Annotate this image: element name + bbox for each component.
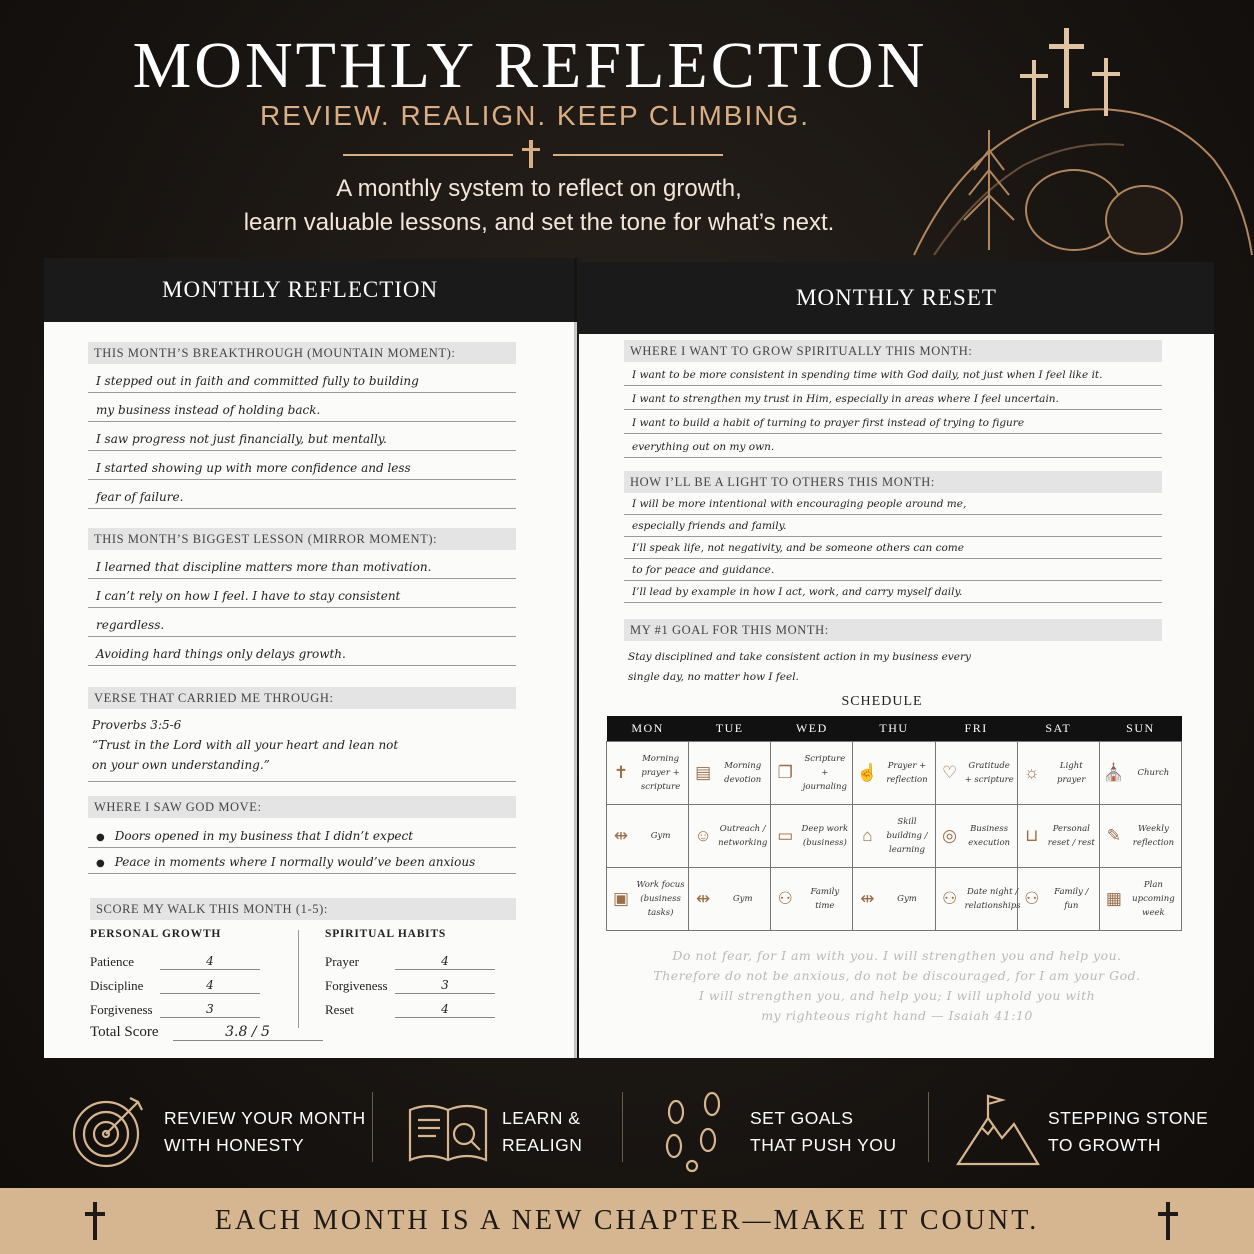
personal-growth-column (90, 928, 260, 1018)
breakthrough-section (88, 342, 516, 509)
schedule-table (606, 716, 1182, 931)
score-row (325, 946, 495, 970)
briefcase-icon: ▣ (612, 888, 630, 908)
day-header: WED (771, 716, 853, 741)
grow-line[interactable]: I want to build a habit of turning to prayer first instead of trying to figure (624, 410, 1162, 434)
cross-icon (529, 140, 533, 168)
cross-icon (93, 1202, 97, 1240)
score-name: Prayer (325, 954, 359, 969)
feature-line: SET GOALS (750, 1108, 854, 1128)
armchair-icon: ⊔ (1025, 825, 1039, 845)
dumbbell-icon: ⇹ (613, 825, 629, 845)
score-name: Patience (90, 954, 135, 969)
schedule-activity: Gym (897, 893, 917, 904)
spiritual-habits-heading: SPIRITUAL HABITS (325, 928, 447, 940)
target-icon: ◎ (942, 825, 957, 845)
schedule-activity: Gym (732, 893, 753, 904)
schedule-cell[interactable] (935, 804, 1017, 867)
heart-icon: ♡ (941, 762, 958, 782)
sun-icon: ☼ (1023, 762, 1040, 782)
schedule-activity: Plan upcoming week (1132, 879, 1175, 918)
feature-line: REALIGN (502, 1135, 583, 1155)
mountain-flag-icon (954, 1088, 1042, 1176)
lesson-section (88, 528, 516, 666)
verse-line: my righteous right hand — Isaiah 41:10 (761, 1008, 1033, 1023)
target-icon (66, 1088, 154, 1176)
score-value[interactable]: 4 (395, 1002, 495, 1018)
schedule-activity: Morning prayer + scripture (640, 753, 681, 792)
feature-learn (404, 1084, 582, 1180)
schedule-activity: Gratitude + scripture (964, 760, 1014, 785)
verse-text[interactable] (88, 709, 516, 782)
score-section (90, 898, 516, 1040)
personal-growth-heading: PERSONAL GROWTH (90, 928, 222, 940)
score-value[interactable]: 3 (160, 1002, 260, 1018)
footer-text: EACH MONTH IS A NEW CHAPTER—MAKE IT COUNT. (214, 1205, 1040, 1236)
schedule-cell[interactable] (1099, 804, 1181, 867)
praying-hands-icon: ☝ (856, 762, 878, 782)
right-page-title: MONTHLY RESET (579, 262, 1214, 334)
schedule-activity: Weekly reflection (1132, 823, 1175, 848)
schedule-activity: Personal reset / rest (1047, 823, 1095, 848)
verse-line: on your own understanding.” (92, 758, 270, 772)
god-move-label: WHERE I SAW GOD MOVE: (88, 796, 516, 818)
open-book-icon: ❐ (777, 762, 793, 782)
schedule-cell[interactable] (1099, 867, 1181, 930)
goal-line: Stay disciplined and take consistent action in my business every (628, 651, 971, 663)
lesson-line[interactable]: regardless. (88, 608, 516, 637)
book-magnifier-icon (404, 1088, 492, 1176)
lesson-line[interactable]: I can’t rely on how I feel. I have to stay consistent (88, 579, 516, 608)
schedule-cell[interactable] (1017, 804, 1099, 867)
schedule-cell[interactable] (607, 867, 689, 930)
goal-label: MY #1 GOAL FOR THIS MONTH: (624, 619, 1162, 641)
schedule-activity: Deep work (business) (801, 823, 849, 848)
goal-text[interactable] (624, 641, 1162, 693)
calendar-icon: ▦ (1105, 888, 1122, 908)
light-line[interactable]: especially friends and family. (624, 515, 1162, 537)
schedule-activity: Family time (810, 886, 840, 911)
schedule-cell[interactable] (771, 804, 853, 867)
grow-line[interactable]: everything out on my own. (624, 434, 1162, 458)
schedule-cell[interactable] (853, 804, 935, 867)
feature-growth (954, 1084, 1208, 1180)
schedule-activity: Scripture + journaling (802, 753, 847, 792)
breakthrough-line[interactable]: I saw progress not just financially, but mentally. (88, 422, 516, 451)
day-header: THU (853, 716, 935, 741)
breakthrough-line[interactable]: I started showing up with more confidence and less (88, 451, 516, 480)
schedule-cell[interactable] (771, 741, 853, 804)
cross-icon (1166, 1202, 1170, 1240)
schedule-cell[interactable] (935, 741, 1017, 804)
score-row (90, 946, 260, 970)
score-value[interactable]: 4 (160, 978, 260, 994)
feature-review (66, 1084, 366, 1180)
score-name: Discipline (90, 978, 144, 993)
journal-pen-icon: ✎ (1106, 825, 1121, 845)
total-score (90, 1024, 323, 1041)
light-line[interactable]: I’ll speak life, not negativity, and be someone others can come (624, 537, 1162, 559)
schedule-cell[interactable] (771, 867, 853, 930)
feature-divider (372, 1092, 373, 1162)
schedule-activity: Prayer + reflection (886, 760, 928, 785)
church-icon: ⛪ (1103, 762, 1125, 782)
score-value[interactable]: 3 (395, 978, 495, 994)
schedule-activity: Work focus (business tasks) (636, 879, 685, 918)
light-section (624, 471, 1162, 603)
schedule-row (607, 867, 1182, 930)
notebook-icon: ▤ (695, 762, 712, 782)
feature-strip (0, 1084, 1254, 1180)
score-name: Reset (325, 1002, 354, 1017)
schedule-cell[interactable] (935, 867, 1021, 930)
schedule-activity: Light prayer (1057, 760, 1086, 785)
total-score-label: Total Score (90, 1024, 159, 1040)
god-move-item[interactable]: ● Peace in moments where I normally would’ve been anxious (88, 848, 516, 874)
grow-section (624, 340, 1162, 458)
isaiah-verse (609, 946, 1185, 1026)
day-header: TUE (689, 716, 771, 741)
feature-line: TO GROWTH (1048, 1135, 1162, 1155)
goal-line: single day, no matter how I feel. (628, 671, 799, 683)
schedule-cell[interactable] (689, 867, 771, 930)
tagline-line-2: learn valuable lessons, and set the tone for what’s next. (243, 209, 835, 236)
bible-icon: ✝ (613, 762, 629, 782)
light-line[interactable]: I’ll lead by example in how I act, work, and carry myself daily. (624, 581, 1162, 603)
schedule-row (607, 741, 1182, 804)
light-line[interactable]: I will be more intentional with encouraging people around me, (624, 493, 1162, 515)
breakthrough-line[interactable]: my business instead of holding back. (88, 393, 516, 422)
schedule-row (607, 804, 1182, 867)
footprints-icon (652, 1088, 740, 1176)
feature-divider (622, 1092, 623, 1162)
score-row (325, 970, 495, 994)
schedule-cell[interactable] (853, 741, 935, 804)
score-name: Forgiveness (325, 978, 388, 993)
feature-line: THAT PUSH YOU (750, 1135, 897, 1155)
calvary-hill-illustration-icon (894, 20, 1254, 260)
dumbbell-icon: ⇹ (860, 888, 875, 908)
verse-reference: Proverbs 3:5-6 (92, 718, 182, 732)
schedule-header-row (607, 716, 1182, 741)
schedule-cell[interactable] (1099, 741, 1181, 804)
people-icon: ☺ (694, 825, 712, 845)
score-value[interactable]: 4 (395, 954, 495, 970)
breakthrough-line[interactable]: fear of failure. (88, 480, 516, 509)
tagline-line-1: A monthly system to reflect on growth, (336, 175, 742, 202)
breakthrough-line[interactable]: I stepped out in faith and committed fully to building (88, 364, 516, 393)
left-page (44, 258, 577, 1058)
graduation-cap-icon: ⌂ (862, 825, 873, 845)
light-line[interactable]: to for peace and guidance. (624, 559, 1162, 581)
grow-line[interactable]: I want to strengthen my trust in Him, especially in areas where I feel uncertain. (624, 386, 1162, 410)
schedule-cell[interactable] (1017, 741, 1099, 804)
right-page (579, 262, 1214, 1058)
schedule-cell[interactable] (689, 804, 771, 867)
lesson-line[interactable]: Avoiding hard things only delays growth. (88, 637, 516, 666)
left-page-title: MONTHLY REFLECTION (44, 258, 577, 322)
schedule-cell[interactable] (1017, 867, 1099, 930)
couple-icon: ⚇ (941, 888, 958, 908)
score-row (325, 994, 495, 1018)
feature-line: STEPPING STONE (1048, 1108, 1209, 1128)
day-header: SAT (1017, 716, 1099, 741)
verse-label: VERSE THAT CARRIED ME THROUGH: (88, 687, 516, 709)
total-score-value[interactable]: 3.8 / 5 (173, 1024, 323, 1041)
feature-goals (652, 1084, 897, 1180)
light-label: HOW I’LL BE A LIGHT TO OTHERS THIS MONTH: (624, 471, 1162, 493)
feature-line: WITH HONESTY (164, 1135, 305, 1155)
schedule-activity: Skill building / learning (886, 816, 928, 855)
schedule-activity: Date night / relationships (964, 886, 1021, 911)
schedule-title: SCHEDULE (841, 694, 923, 709)
lesson-label: THIS MONTH’S BIGGEST LESSON (MIRROR MOMENT): (88, 528, 516, 550)
goal-section (624, 619, 1162, 693)
breakthrough-label: THIS MONTH’S BREAKTHROUGH (MOUNTAIN MOMENT): (88, 342, 516, 364)
feature-line: REVIEW YOUR MONTH (164, 1108, 366, 1128)
laptop-icon: ▭ (777, 825, 794, 845)
schedule-activity: Morning devotion (724, 760, 762, 785)
feature-line: LEARN & (502, 1108, 581, 1128)
schedule-cell[interactable] (689, 741, 771, 804)
cross-divider (343, 140, 723, 170)
score-divider (298, 930, 299, 1028)
day-header: MON (607, 716, 689, 741)
schedule-activity: Church (1137, 767, 1170, 778)
schedule-cell[interactable] (607, 804, 689, 867)
schedule-activity: Business execution (968, 823, 1011, 848)
family-icon: ⚇ (777, 888, 793, 908)
verse-section (88, 687, 516, 782)
score-value[interactable]: 4 (160, 954, 260, 970)
schedule-cell[interactable] (853, 867, 935, 930)
main-title: MONTHLY REFLECTION (132, 29, 928, 102)
feature-divider (928, 1092, 929, 1162)
verse-line: I will strengthen you, and help you; I will uphold you with (698, 988, 1096, 1003)
schedule-activity: Outreach / networking (718, 823, 768, 848)
god-move-section (88, 796, 516, 874)
verse-line: Therefore do not be anxious, do not be discouraged, for I am your God. (653, 968, 1141, 983)
footer-banner (0, 1188, 1254, 1254)
score-row (90, 994, 260, 1018)
lesson-line[interactable]: I learned that discipline matters more than motivation. (88, 550, 516, 579)
subtitle: REVIEW. REALIGN. KEEP CLIMBING. (259, 100, 811, 131)
schedule-activity: Family / fun (1054, 886, 1089, 911)
dumbbell-icon: ⇹ (696, 888, 711, 908)
day-header: FRI (935, 716, 1017, 741)
schedule-activity: Gym (650, 830, 671, 841)
score-name: Forgiveness (90, 1002, 153, 1017)
grow-label: WHERE I WANT TO GROW SPIRITUALLY THIS MONTH: (624, 340, 1162, 362)
spiritual-habits-column (325, 928, 495, 1018)
schedule-cell[interactable] (607, 741, 689, 804)
grow-line[interactable]: I want to be more consistent in spending time with God daily, not just when I feel like it. (624, 362, 1162, 386)
verse-line: Do not fear, for I am with you. I will strengthen you and help you. (672, 948, 1122, 963)
day-header: SUN (1099, 716, 1181, 741)
verse-line: “Trust in the Lord with all your heart and lean not (92, 738, 399, 752)
god-move-item[interactable]: ● Doors opened in my business that I didn’t expect (88, 818, 516, 848)
score-label: SCORE MY WALK THIS MONTH (1-5): (90, 898, 516, 920)
score-row (90, 970, 260, 994)
family-icon: ⚇ (1024, 888, 1040, 908)
